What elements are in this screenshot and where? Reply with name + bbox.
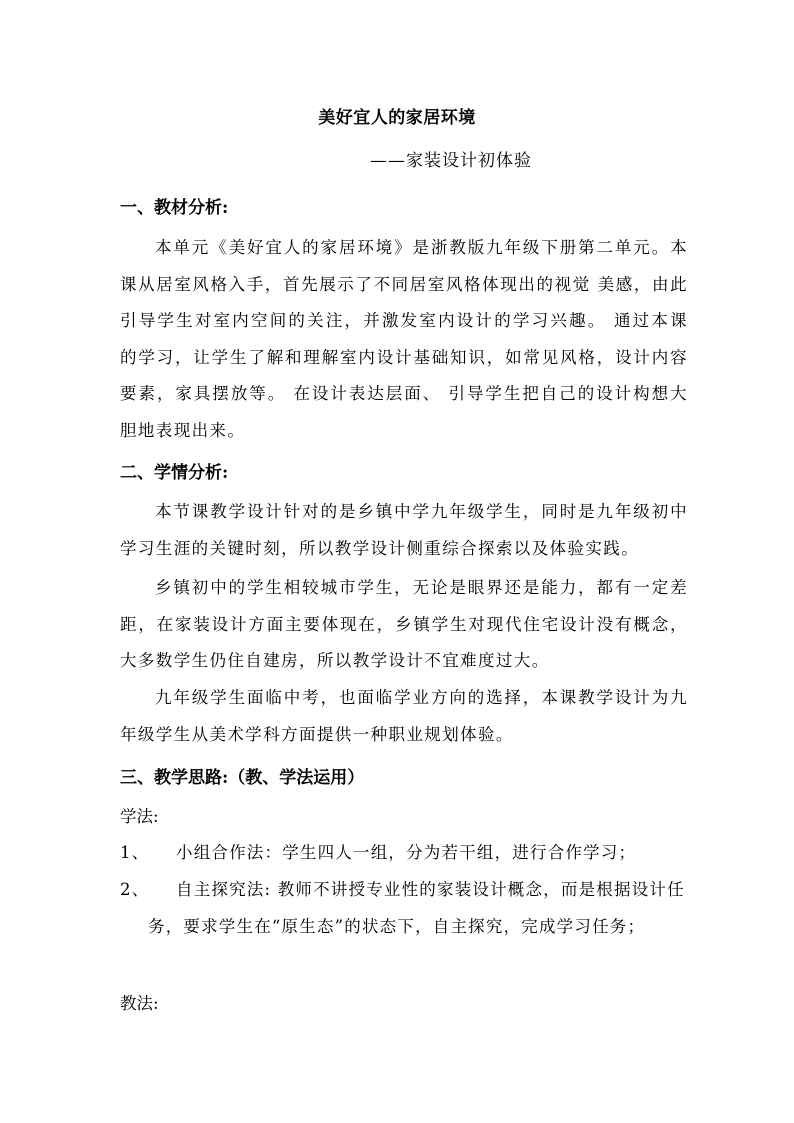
- section-heading-textbook-analysis: 一、教材分析:: [120, 198, 229, 218]
- teaching-methods-label: 教法:: [120, 994, 159, 1013]
- list-item-number: 1、: [120, 843, 150, 862]
- learning-methods-label: 学法:: [120, 807, 159, 826]
- document-subtitle: ——家装设计初体验: [370, 151, 532, 171]
- section-heading-teaching-approach: 三、教学思路:（教、学法运用）: [120, 768, 365, 788]
- paragraph-student-analysis-2: 乡镇初中的学生相较城市学生，无论是眼界还是能力，都有一定差距，在家装设计方面主要体现在，乡镇学生对现代住宅设计没有概念，大多数学生仍住自建房，所以教学设计不宜难度过大。: [120, 578, 688, 670]
- list-item: [120, 835, 690, 872]
- section-heading-student-analysis: 二、学情分析:: [120, 463, 229, 483]
- list-item-number: 2、: [120, 880, 150, 899]
- document-title: 美好宜人的家居环境: [318, 108, 476, 128]
- paragraph-student-analysis-1: 本节课教学设计针对的是乡镇中学九年级学生，同时是九年级初中学习生涯的关键时刻，所以教学设计侧重综合探索以及体验实践。: [120, 502, 688, 558]
- paragraph-student-analysis-3: 九年级学生面临中考，也面临学业方向的选择，本课教学设计为九年级学生从美术学科方面提供一种职业规划体验。: [120, 688, 688, 744]
- list-item: [120, 872, 690, 945]
- paragraph-textbook-analysis: 本单元《美好宜人的家居环境》是浙教版九年级下册第二单元。本课从居室风格入手，首先展示了不同居室风格体现出的视觉 美感，由此引导学生对室内空间的关注，并激发室内设计的学习兴趣。 通过本课 的学习，让学生了解和理解室内设计基础知识，如常见风格，设计内容要素，家具摆放等。 在设计表达层面、 引导学生把自己的设计构想大胆地表现出来。: [120, 238, 688, 440]
- list-item-text: 自主探究法: 教师不讲授专业性的家装设计概念，而是根据设计任务，要求学生在“原生态”的状态下，自主探究，完成学习任务；: [148, 880, 685, 936]
- list-item-text: 小组合作法：学生四人一组，分为若干组，进行合作学习；: [176, 843, 637, 862]
